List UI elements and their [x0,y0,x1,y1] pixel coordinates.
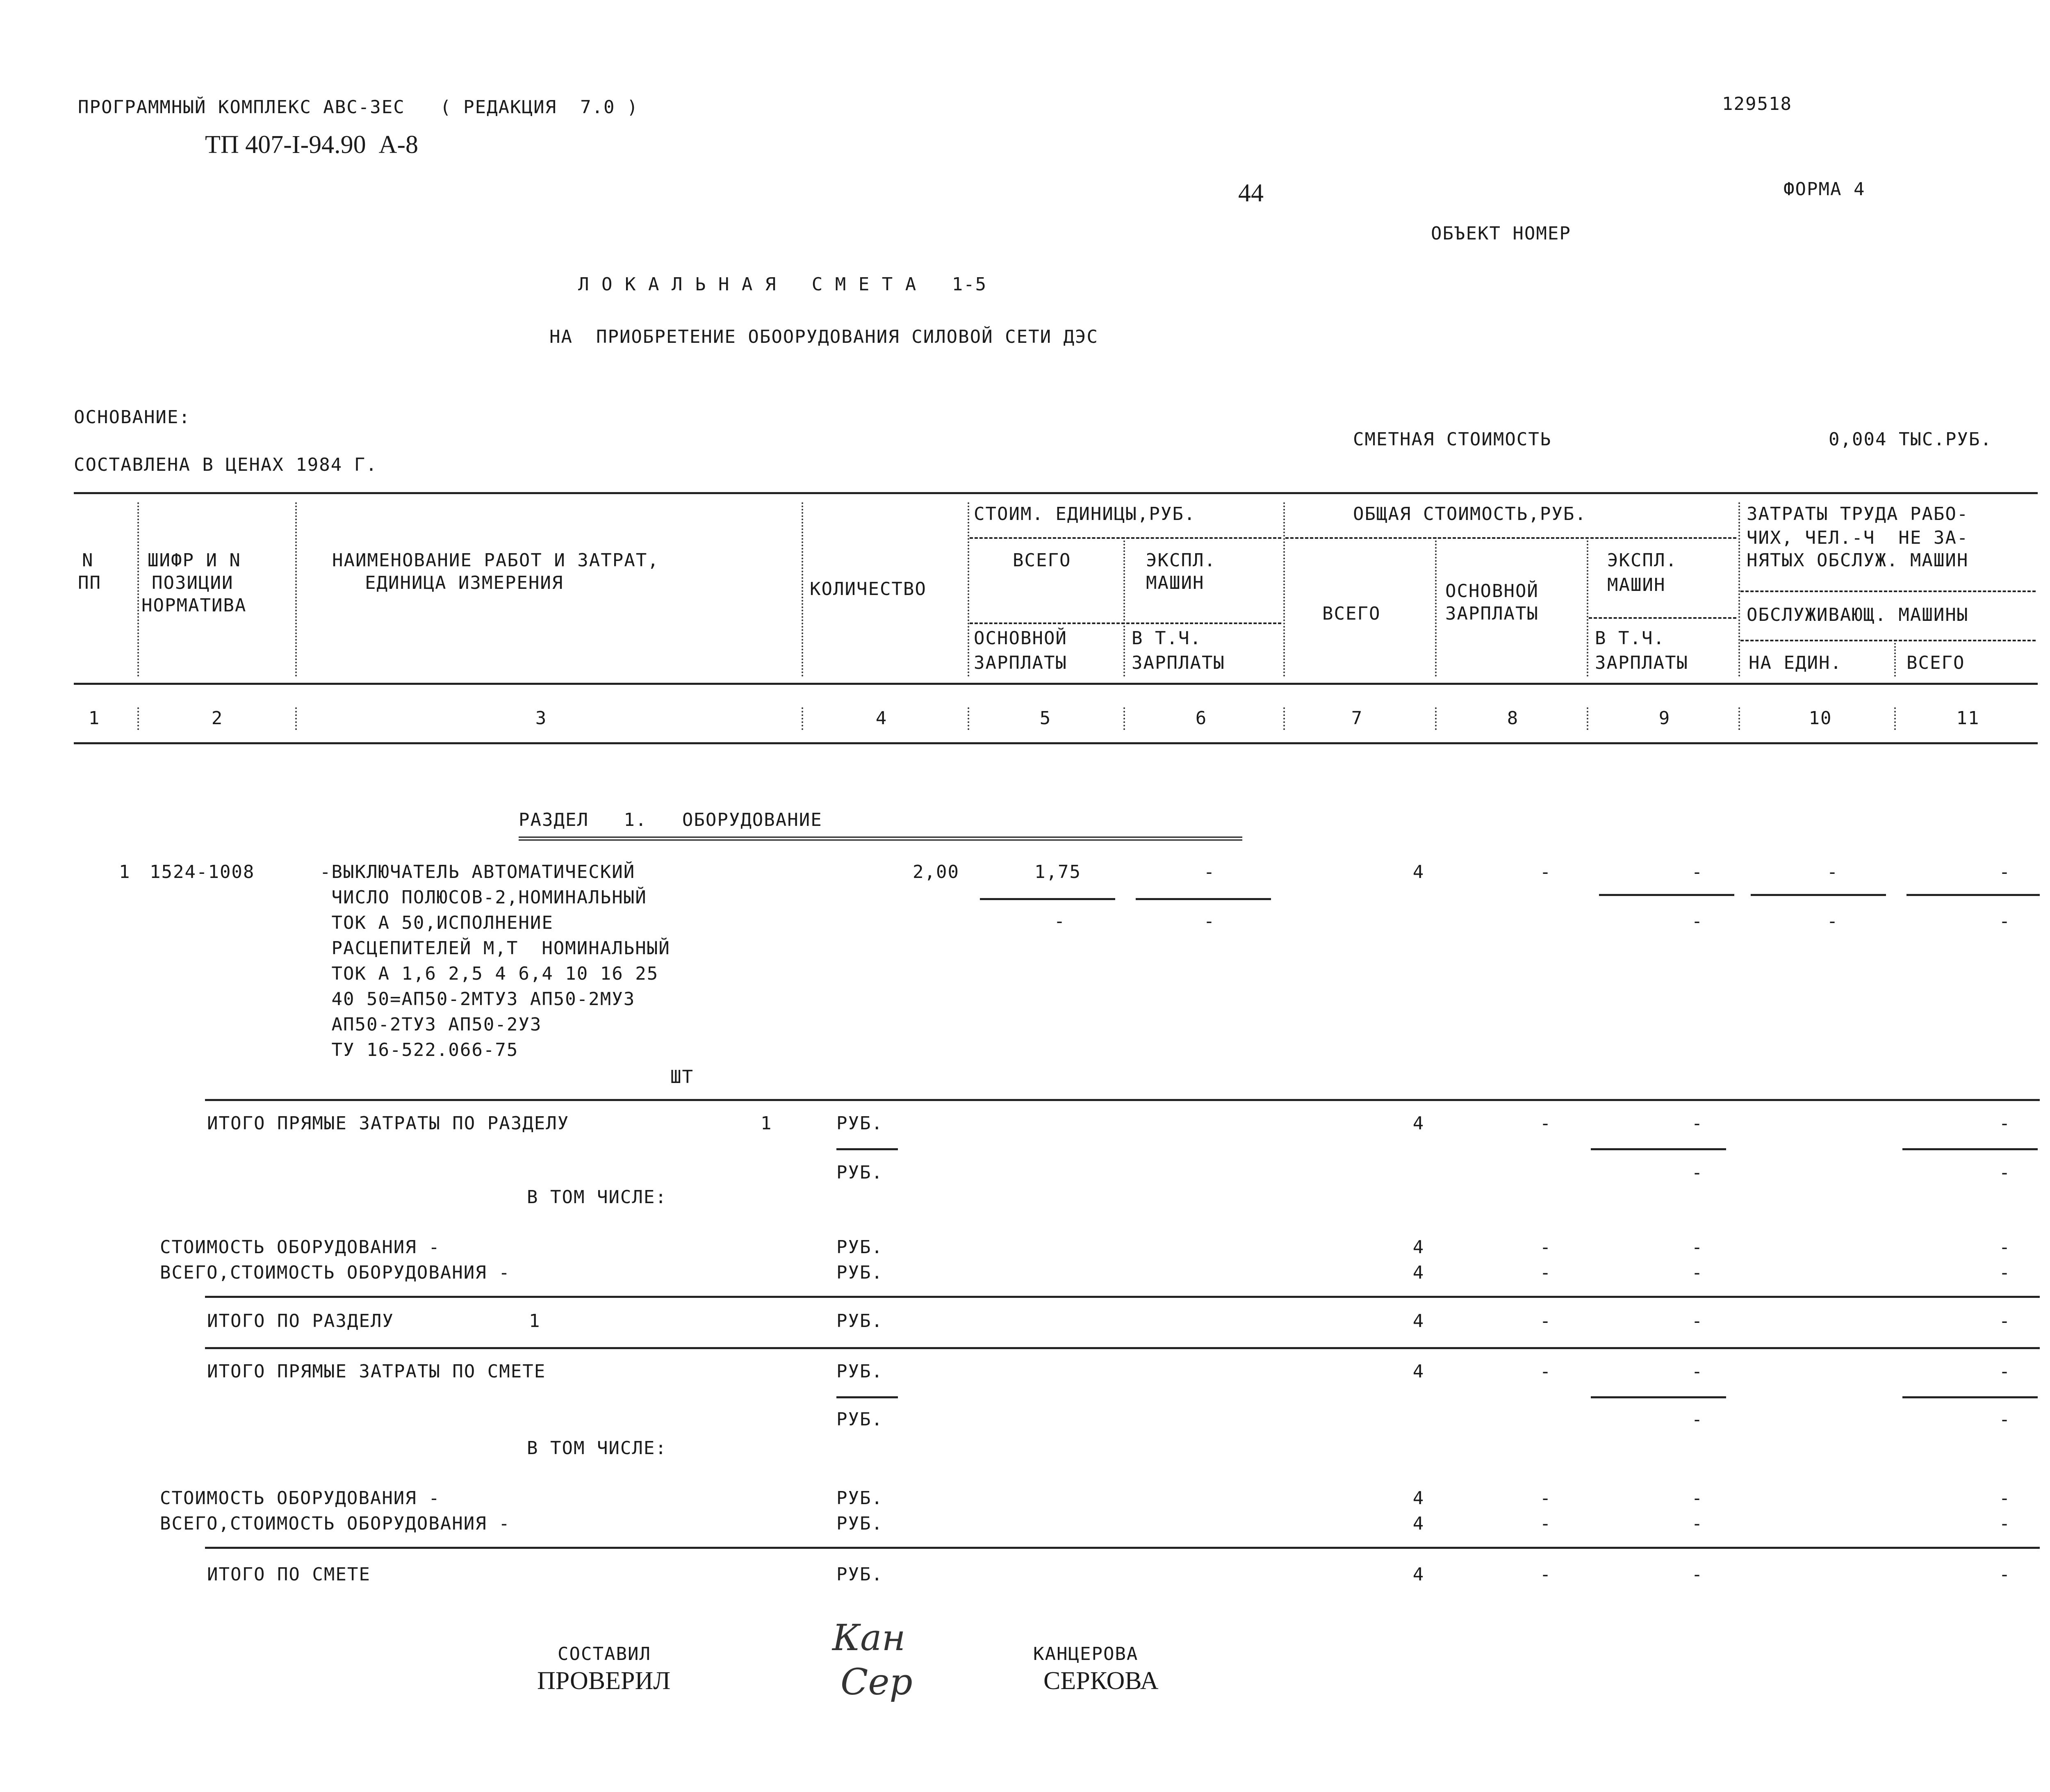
column-separator [1587,537,1588,677]
column-separator [1123,707,1125,730]
section-title: РАЗДЕЛ 1. ОБОРУДОВАНИЕ [519,809,822,830]
dash-value: - [1999,1361,2011,1382]
column-number: 8 [1507,708,1519,729]
basis-label: ОСНОВАНИЕ: [74,407,191,428]
header-subrule [1740,590,2036,592]
item-unit: ШТ [670,1067,694,1088]
header-unit-basic: ОСНОВНОЙ [974,628,1067,649]
column-number: 4 [875,708,888,729]
total-equipment-cost-label: ВСЕГО,СТОИМОСТЬ ОБОРУДОВАНИЯ - [160,1262,510,1283]
header-unit-cost: СТОИМ. ЕДИНИЦЫ,РУБ. [974,504,1196,524]
dash-value: - [1691,1311,1704,1331]
header-labor-sub: ОБСЛУЖИВАЮЩ. МАШИНЫ [1747,604,1969,625]
header-total-basic: ОСНОВНОЙ [1445,581,1539,602]
total-equipment-cost-label: ВСЕГО,СТОИМОСТЬ ОБОРУДОВАНИЯ - [160,1513,510,1534]
item-description-line: РАСЦЕПИТЕЛЕЙ М,Т НОМИНАЛЬНЫЙ [320,938,670,959]
totals-rule [205,1296,2040,1298]
item-labor-total: - [1999,862,2011,882]
totals-rule [205,1099,2040,1101]
item-unit-rule [1136,898,1271,900]
item-labor-unit: - [1827,911,1839,932]
item-description-line: ТОК А 1,6 2,5 4 6,4 10 16 25 [320,963,659,984]
header-labor-unit: НА ЕДИН. [1749,652,1842,673]
dash-value: - [1691,1162,1704,1183]
item-unit-incl: - [1203,911,1216,932]
direct-costs-section-label: ИТОГО ПРЯМЫЕ ЗАТРАТЫ ПО РАЗДЕЛУ [207,1113,569,1134]
column-number: 6 [1195,708,1207,729]
program-name: ПРОГРАММНЫЙ КОМПЛЕКС АВС-3ЕС ( РЕДАКЦИЯ 7.0 ) [78,97,639,118]
column-separator [1894,707,1896,730]
total-value: 4 [1412,1513,1425,1534]
header-subrule [1285,537,1736,539]
estimated-cost-label: СМЕТНАЯ СТОИМОСТЬ [1353,429,1552,450]
checked-by-name: СЕРКОВА [1043,1667,1159,1695]
equipment-cost-label: СТОИМОСТЬ ОБОРУДОВАНИЯ - [160,1237,440,1258]
dash-value: - [1691,1564,1704,1585]
item-description-line: АП50-2ТУ3 АП50-2У3 [320,1014,542,1035]
header-subrule [970,537,1281,539]
header-unit-expl: МАШИН [1146,572,1205,593]
including-label: В ТОМ ЧИСЛЕ: [527,1187,667,1208]
header-name: ЕДИНИЦА ИЗМЕРЕНИЯ [365,572,564,593]
header-labor: ЗАТРАТЫ ТРУДА РАБО- [1747,504,1969,524]
item-description-line: ТУ 16-522.066-75 [320,1040,519,1060]
header-code: ПОЗИЦИИ [152,572,234,593]
subtotal-rule [1591,1396,1726,1398]
item-unit-rule [980,898,1115,900]
item-total-rule [1751,894,1886,896]
header-unit-incl: В Т.Ч. [1132,628,1202,649]
rub-label: РУБ. [836,1162,883,1183]
header-labor-total: ВСЕГО [1906,652,1965,673]
equipment-cost-label: СТОИМОСТЬ ОБОРУДОВАНИЯ - [160,1488,440,1509]
price-base-label: СОСТАВЛЕНА В ЦЕНАХ 1984 Г. [74,454,378,475]
dash-value: - [1999,1311,2011,1331]
column-number: 7 [1351,708,1363,729]
column-number: 9 [1658,708,1671,729]
column-separator [295,502,297,677]
column-separator [137,502,139,677]
column-separator [137,707,139,730]
dash-value: - [1691,1262,1704,1283]
column-number: 1 [88,708,100,729]
direct-costs-estimate-label: ИТОГО ПРЯМЫЕ ЗАТРАТЫ ПО СМЕТЕ [207,1361,546,1382]
column-separator [1435,707,1437,730]
column-separator [1283,707,1285,730]
column-separator [968,502,969,677]
column-separator [1894,640,1896,677]
header-labor: НЯТЫХ ОБСЛУЖ. МАШИН [1747,550,1969,571]
header-total-incl: ЗАРПЛАТЫ [1595,652,1688,673]
checked-signature: Сер [840,1661,913,1703]
item-unit-basic: - [1054,911,1066,932]
item-total-basic: - [1540,862,1552,882]
item-code: 1524-1008 [150,862,255,882]
item-unit-expl: - [1203,862,1216,882]
item-total-rule [1906,894,2040,896]
total-value: 4 [1412,1262,1425,1283]
document-number: 129518 [1722,93,1792,114]
form-label: ФОРМА 4 [1784,179,1866,200]
dash-value: - [1999,1513,2011,1534]
dash-value: - [1999,1488,2011,1509]
item-total-rule [1599,894,1734,896]
dash-value: - [1540,1488,1552,1509]
object-number-label: ОБЪЕКТ НОМЕР [1431,223,1571,244]
item-description-line: ТОК А 50,ИСПОЛНЕНИЕ [320,912,554,933]
header-total-incl: В Т.Ч. [1595,628,1665,649]
column-number: 5 [1039,708,1052,729]
column-numbers-rule [74,742,2038,744]
header-subrule [970,622,1281,624]
subtotal-rule [1591,1148,1726,1150]
column-separator [1123,537,1125,677]
totals-rule [205,1547,2040,1549]
estimate-title: Л О К А Л Ь Н А Я С М Е Т А 1-5 [578,274,987,295]
column-separator [1738,707,1740,730]
rub-label: РУБ. [836,1409,883,1430]
header-code: НОРМАТИВА [141,595,247,616]
item-description-line: ЧИСЛО ПОЛЮСОВ-2,НОМИНАЛЬНЫЙ [320,887,647,908]
rub-label: РУБ. [836,1311,883,1331]
checked-by-label: ПРОВЕРИЛ [537,1667,671,1695]
header-code: ШИФР И N [148,550,241,571]
item-labor-unit: - [1827,862,1839,882]
dash-value: - [1999,1237,2011,1258]
column-number: 10 [1809,708,1832,729]
header-unit-basic: ЗАРПЛАТЫ [974,652,1067,673]
subtotal-rule [836,1148,898,1150]
page-number: 44 [1238,179,1264,207]
totals-rule [205,1347,2040,1349]
rub-label: РУБ. [836,1262,883,1283]
header-total-expl: ЭКСПЛ. [1607,550,1677,571]
rub-label: РУБ. [836,1361,883,1382]
dash-value: - [1540,1564,1552,1585]
header-unit-expl: ЭКСПЛ. [1146,550,1216,571]
project-code: ТП 407-I-94.90 А-8 [205,131,419,159]
dash-value: - [1540,1113,1552,1134]
item-unit-total: 1,75 [1034,862,1081,882]
subtotal-rule [1902,1148,2038,1150]
estimate-subtitle: НА ПРИОБРЕТЕНИЕ ОБООРУДОВАНИЯ СИЛОВОЙ СЕТИ ДЭС [549,326,1099,347]
item-total: 4 [1412,862,1425,882]
dash-value: - [1999,1262,2011,1283]
rub-label: РУБ. [836,1237,883,1258]
dash-value: - [1540,1311,1552,1331]
rub-label: РУБ. [836,1113,883,1134]
total-value: 4 [1412,1488,1425,1509]
total-value: 4 [1412,1361,1425,1382]
column-separator [1283,502,1285,677]
dash-value: - [1691,1409,1704,1430]
header-subrule [1740,640,2036,641]
header-subrule [1589,617,1736,619]
header-n: N [82,550,94,571]
rub-label: РУБ. [836,1488,883,1509]
direct-costs-section-number: 1 [761,1113,772,1134]
dash-value: - [1540,1361,1552,1382]
including-label: В ТОМ ЧИСЛЕ: [527,1438,667,1459]
subtotal-rule [836,1396,898,1398]
header-unit-incl: ЗАРПЛАТЫ [1132,652,1225,673]
dash-value: - [1999,1162,2011,1183]
column-separator [1435,537,1437,677]
total-value: 4 [1412,1237,1425,1258]
header-unit-total: ВСЕГО [1013,550,1071,571]
item-number: 1 [119,862,131,882]
total-value: 4 [1412,1311,1425,1331]
compiled-by-label: СОСТАВИЛ [558,1644,651,1664]
header-labor: ЧИХ, ЧЕЛ.-Ч НЕ ЗА- [1747,527,1969,548]
dash-value: - [1999,1564,2011,1585]
header-bottom-rule [74,683,2038,685]
header-total-all: ВСЕГО [1322,603,1381,624]
section-total-label: ИТОГО ПО РАЗДЕЛУ [207,1311,394,1331]
dash-value: - [1999,1113,2011,1134]
item-description-line: 40 50=АП50-2МТУ3 АП50-2МУ3 [320,989,636,1010]
rub-label: РУБ. [836,1513,883,1534]
item-labor-total: - [1999,911,2011,932]
header-total-cost: ОБЩАЯ СТОИМОСТЬ,РУБ. [1353,504,1587,524]
column-separator [1738,502,1740,677]
dash-value: - [1540,1237,1552,1258]
estimate-total-label: ИТОГО ПО СМЕТЕ [207,1564,371,1585]
section-underline [519,837,1242,841]
column-separator [295,707,297,730]
header-total-basic: ЗАРПЛАТЫ [1445,603,1539,624]
header-quantity: КОЛИЧЕСТВО [810,579,927,600]
column-separator [968,707,969,730]
section-total-number: 1 [529,1311,541,1331]
dash-value: - [1691,1361,1704,1382]
item-description-line: -ВЫКЛЮЧАТЕЛЬ АВТОМАТИЧЕСКИЙ [320,862,636,882]
dash-value: - [1540,1262,1552,1283]
column-separator [802,707,803,730]
item-total-expl: - [1691,862,1704,882]
total-value: 4 [1412,1113,1425,1134]
column-separator [1587,707,1588,730]
item-total-incl: - [1691,911,1704,932]
item-quantity: 2,00 [913,862,959,882]
column-number: 3 [535,708,547,729]
dash-value: - [1691,1488,1704,1509]
column-separator [802,502,803,677]
compiled-signature: Кан [832,1616,906,1659]
column-number: 2 [211,708,223,729]
dash-value: - [1691,1513,1704,1534]
column-number: 11 [1956,708,1980,729]
dash-value: - [1691,1237,1704,1258]
header-total-expl: МАШИН [1607,575,1666,595]
dash-value: - [1999,1409,2011,1430]
header-name: НАИМЕНОВАНИЕ РАБОТ И ЗАТРАТ, [332,550,659,571]
rub-label: РУБ. [836,1564,883,1585]
total-value: 4 [1412,1564,1425,1585]
dash-value: - [1691,1113,1704,1134]
table-top-rule [74,492,2038,494]
compiled-by-name: КАНЦЕРОВА [1033,1644,1139,1664]
estimated-cost-value: 0,004 ТЫС.РУБ. [1829,429,1992,450]
header-pp: ПП [78,572,101,593]
subtotal-rule [1902,1396,2038,1398]
dash-value: - [1540,1513,1552,1534]
